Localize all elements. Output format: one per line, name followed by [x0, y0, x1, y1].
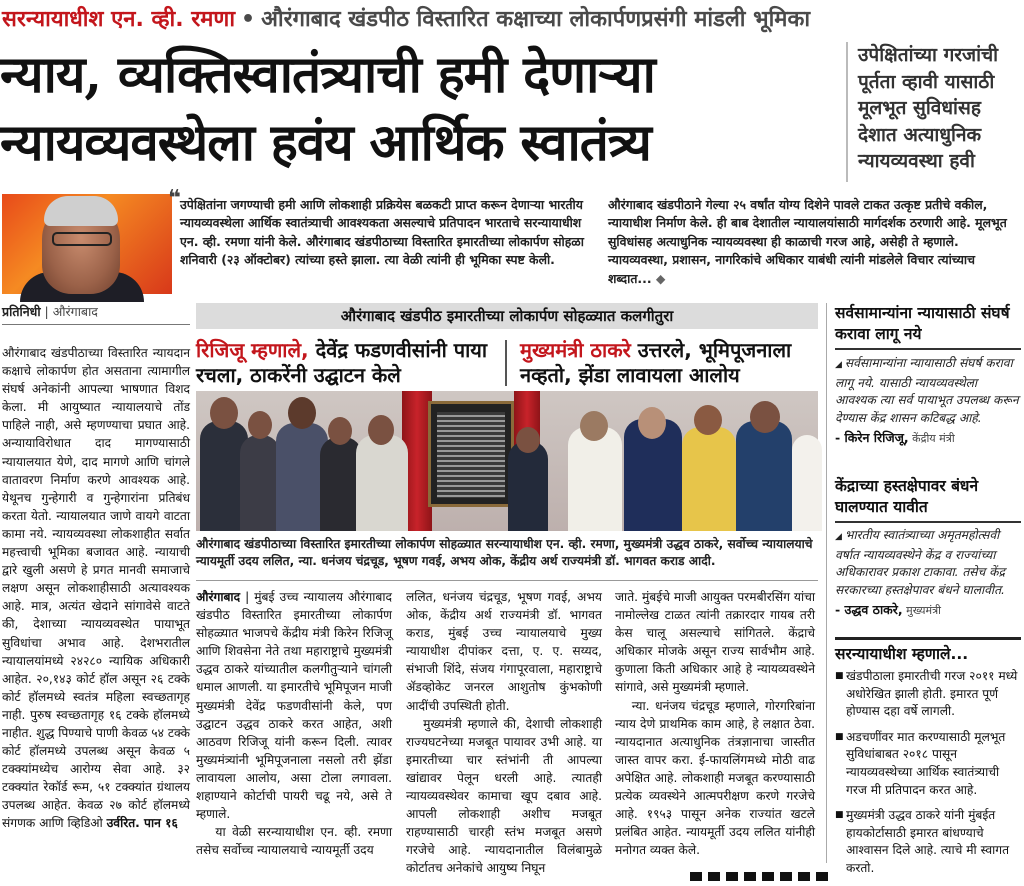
left-column	[2, 344, 190, 866]
triangle-icon: ◢	[835, 532, 842, 542]
caption-divider	[196, 580, 818, 581]
sidebar-box-1-role: केंद्रीय मंत्री	[908, 432, 955, 446]
body-column-1: औरंगाबाद | मुंबई उच्च न्यायालय औरंगाबाद खंडपीठ विस्तारित इमारतीच्या लोकार्पण सोहळ्यात भाजपचे केंद्रीय मंत्री किरेन रिजिजू आणि शिवसेना नेते तथा महाराष्ट्राचे मुख्यमंत्री उद्धव ठाकरे यांच्यातील कलगीतुऱ्याने चांगली धमाल आणली. या इमारतीचे भूमिपूजन माजी मुख्यमंत्री देवेंद्र फडणवीसांनी केले, पण उद्घाटन उद्धव ठाकरे करत आहेत, अशी आठवण रिजिजू यांनी करून दिली. त्यावर मुख्यमंत्र्यांनी भूमिपूजनाला नसलो तरी झेंडा लावायला आलोय, असा टोला लगावला. शहाण्याने कोर्टाची पायरी चढू नये, असे ते म्हणाले. या वेळी सरन्यायाधीश एन. व्ही. रमणा तसेच सर्वोच्च न्यायालयाचे न्यायमूर्ती उदय	[196, 590, 393, 858]
continued-link[interactable]: उर्वरित. पान १६	[106, 816, 178, 831]
body-column-2	[406, 588, 603, 876]
intro-paragraph-2-text: औरंगाबाद खंडपीठाने गेल्या २५ वर्षांत योग्य दिशेने पावले टाकत उत्कृष्ट प्रतीचे वकील, न्यायाधीश निर्माण केले. ही बाब देशातील न्यायालयांसाठी मार्गदर्शक ठरणारी आहे. मूलभूत सुविधांसह अत्याधुनिक न्यायव्यवस्था ही काळाची गरज आहे, असेही ते म्हणाले. न्यायव्यवस्था, प्रशासन, नागरिकांचे अधिकार याबंधी त्यांनी मांडलेले विचार त्यांच्याच शब्दात...	[608, 197, 1007, 286]
sub-headline-left	[196, 338, 496, 388]
intro-paragraph-2	[608, 196, 1018, 288]
byline-role: प्रतिनिधी	[2, 304, 41, 319]
body-column-3-text: जाते. मुंबईचे माजी आयुक्त परमबीरसिंग यांचा नामोल्लेख टाळत त्यांनी तक्रारदार गायब तरी केस चालू असल्याचे सांगितले. केंद्राचे अधिकार मोजके असून राज्य सार्वभौम आहे. कुणाला किती अधिकार आहे हे न्यायव्यवस्थेने सांगावे, असे मुख्यमंत्री म्हणाले.	[615, 590, 815, 695]
inauguration-plaque	[428, 401, 514, 507]
dateline: औरंगाबाद	[196, 590, 241, 604]
sidebar-box-1-text: सर्वसामान्यांना न्यायासाठी संघर्ष करावा लागू नये. यासाठी न्यायव्यवस्थेला आवश्यक त्या सर्व पायाभूत उपलब्ध करून देण्यास केंद्र शासन कटिबद्ध आहे.	[835, 356, 1019, 425]
section-banner: औरंगाबाद खंडपीठ इमारतीच्या लोकार्पण सोहळ्यात कलगीतुरा	[196, 303, 818, 329]
byline	[2, 303, 190, 325]
list-item: ■ खंडपीठाला इमारतीची गरज २०११ मध्ये अधोरेखित झाली होती. इमारत पूर्ण होण्यास दहा वर्षे लागली.	[835, 668, 1021, 721]
sidebar-box-2-author: - उद्धव ठाकरे,	[835, 602, 903, 618]
sidebar-box-2-role: मुख्यमंत्री	[902, 604, 942, 618]
sidebar-box-rijiju	[835, 303, 1021, 446]
headline-line-2: न्यायव्यवस्थेला हवंय आर्थिक स्वातंत्र्य	[0, 113, 651, 173]
quote-icon: ❝	[168, 186, 181, 211]
sidebar-box-thackeray	[835, 476, 1021, 618]
byline-place: औरंगाबाद	[52, 304, 98, 319]
intro-paragraph-1-text: उपेक्षितांना जगण्याची हमी आणि लोकशाही प्रक्रियेस बळकटी प्राप्त करून देणाऱ्या भारतीय न्यायव्यवस्थेला आर्थिक स्वातंत्र्याची आवश्यकता असल्याचे प्रतिपादन भारताचे सरन्यायाधीश एन. व्ही. रमणा यांनी केले. औरंगाबाद खंडपीठाच्या विस्तारित इमारतीच्या लोकार्पण सोहळा शनिवारी (२३ ऑक्टोबर) त्यांच्या हस्ते झाला. त्या वेळी त्यांनी ही भूमिका स्पष्ट केली.	[180, 197, 584, 268]
body-column-3	[615, 588, 815, 864]
end-mark-icon: ◆	[655, 270, 666, 286]
sidebar-box-1-head: सर्वसामान्यांना न्यायासाठी संघर्ष करावा लागू नये	[835, 303, 1021, 350]
body-column-3-tail: न्या. धनंजय चंद्रचूड म्हणाले, गोरगरिबांना न्याय देणे प्राथमिक काम आहे, हे लक्षात ठेवा. न्यायदानात अत्याधुनिक तंत्रज्ञानाचा जास्तीत जास्त वापर करा. ई-फायलिंगमध्ये मोठी वाढ अपेक्षित आहे. लोकशाही मजबूत करण्यासाठी प्रत्येक व्यवस्थेने आत्मपरीक्षण करणे गरजेचे आहे. १९५३ पासून अनेक राज्यांत खटले प्रलंबित आहेत. न्यायमूर्ती उदय ललित यांनीही मनोगत व्यक्त केले.	[615, 698, 815, 858]
right-sidebar	[826, 303, 1022, 875]
body-column-1-text: मुंबई उच्च न्यायालय औरंगाबाद खंडपीठ विस्तारित इमारतीच्या लोकार्पण सोहळ्यात भाजपचे केंद्रीय मंत्री किरेन रिजिजू आणि शिवसेना नेते तथा महाराष्ट्राचे मुख्यमंत्री उद्धव ठाकरे यांच्यातील कलगीतुऱ्याने चांगली धमाल आणली. या इमारतीचे भूमिपूजन माजी मुख्यमंत्री देवेंद्र फडणवीसांनी केले, पण उद्घाटन उद्धव ठाकरे करत आहेत, अशी आठवण रिजिजू यांनी करून दिली. त्यावर मुख्यमंत्र्यांनी भूमिपूजनाला नसलो तरी झेंडा लावायला आलोय, असा टोला लगावला. शहाण्याने कोर्टाची पायरी चढू नये, असे ते म्हणाले.	[196, 590, 393, 822]
body-column-2-text: ललित, धनंजय चंद्रचूड, भूषण गवई, अभय ओक, केंद्रीय अर्थ राज्यमंत्री डॉ. भागवत कराड, मुंबई उच्च न्यायालयाचे मुख्य न्यायाधीश दीपांकर दत्ता, ए. ए. सय्यद, संभाजी शिंदे, संजय गंगापूरवाला, महाराष्ट्राचे ॲडव्होकेट जनरल आशुतोष कुंभकोणी आदींची उपस्थिती होती.	[406, 590, 602, 713]
photo-caption: औरंगाबाद खंडपीठाच्या विस्तारित इमारतीच्या लोकार्पण सोहळ्यात सरन्यायाधीश एन. व्ही. रमणा, मुख्यमंत्री उद्धव ठाकरे, सर्वोच्च न्यायालयाचे न्यायमूर्ती उदय ललित, न्या. धनंजय चंद्रचूड, भूषण गवई, अभय ओक, केंद्रीय अर्थ राज्यमंत्री डॉ. भागवत कराड आदी.	[196, 537, 813, 568]
headline-divider	[505, 340, 507, 386]
top-strip-kicker: सरन्यायाधीश एन. व्ही. रमणा	[2, 7, 236, 32]
byline-separator: |	[40, 304, 53, 319]
top-strip	[0, 0, 1024, 40]
list-item: ■ अडचणींवर मात करण्यासाठी मूलभूत सुविधांबाबत २०१८ पासून न्यायव्यवस्थेच्या आर्थिक स्वातंत्र्याची गरज मी प्रतिपादन करत आहे.	[835, 729, 1021, 799]
list-item: ■ मुख्यमंत्री उद्धव ठाकरे यांनी मुंबईत हायकोर्टासाठी इमारत बांधण्याचे आश्वासन दिले आहे. त्याचे मी स्वागत करतो.	[835, 807, 1021, 877]
top-strip-separator: •	[241, 7, 256, 32]
sidebar-box-1-author: - किरेन रिजिजू,	[835, 430, 909, 446]
body-column-2-tail: मुख्यमंत्री म्हणाले की, देशाची लोकशाही राज्यघटनेच्या मजबूत पायावर उभी आहे. या इमारतीच्या चार स्तंभांनी ती आपल्या खांद्यावर पेलून धरली आहे. त्यातही न्यायव्यवस्थेवर कामाचा खूप दबाव आहे. आपली लोकशाही अशीच मजबूत राहण्यासाठी चारही स्तंभ मजबूत असणे गरजेचे आहे. न्यायदानातील विलंबामुळे कोर्टातच अनेकांचे आयुष्य निघून	[406, 716, 603, 876]
top-strip-text: औरंगाबाद खंडपीठ विस्तारित कक्षाच्या लोकार्पणप्रसंगी मांडली भूमिका	[261, 7, 811, 32]
triangle-icon: ◢	[835, 360, 842, 370]
sub-headline: उपेक्षितांच्या गरजांची पूर्तता व्हावी यासाठी मूलभूत सुविधांसह देशात अत्याधुनिक न्यायव्यवस्था हवी	[846, 42, 1022, 182]
sub-headline-right	[520, 338, 820, 388]
sidebar-box-3-head: सरन्यायाधीश म्हणाले...	[835, 645, 969, 663]
chief-justice-portrait	[2, 194, 172, 294]
next-article-cutoff	[0, 868, 1024, 881]
body-column-1-tail: या वेळी सरन्यायाधीश एन. व्ही. रमणा तसेच सर्वोच्च न्यायालयाचे न्यायमूर्ती उदय	[196, 825, 393, 858]
ceremony-photo	[196, 391, 818, 531]
sub-headline-left-rest: देवेंद्र फडणवीसांनी पाया रचला, ठाकरेंनी उद्घाटन केले	[196, 338, 488, 387]
sidebar-box-2-head: केंद्राच्या हस्तक्षेपावर बंधने घालण्यात यावीत	[835, 476, 1021, 523]
sidebar-box-2-text: भारतीय स्वातंत्र्याच्या अमृतमहोत्सवी वर्षात न्यायव्यवस्थेने केंद्र व राज्यांच्या अधिकारावर प्रकाश टाकावा. तसेच केंद्र सरकारच्या हस्तक्षेपावर बंधने घालावीत.	[835, 528, 1005, 597]
sidebar-box-chief-justice	[835, 637, 1021, 886]
sub-headline-left-red: रिजिजू म्हणाले,	[196, 338, 309, 362]
intro-paragraph-1	[168, 186, 588, 270]
left-column-text: औरंगाबाद खंडपीठाच्या विस्तारित न्यायदान कक्षाचे लोकार्पण होत असताना त्यामागील संघर्ष अनेकांनी आपल्या भाषणात विशद केला. मी आयुष्यात न्यायालयाचे तोंड पाहिले नाही, असे म्हणण्याचा प्रघात आहे. अन्यायाविरोधात दाद मागण्यासाठी न्यायालयात येणे, दाद मागणे आणि चांगले वातावरण निर्माण करणे आवश्यक आहे. येथूनच गुन्हेगारी व गुन्हेगारांना प्रतिबंध करता येतो. न्यायालयात जाणे वायगे वाटता कामा नये. न्यायव्यवस्था लोकशाहीत सर्वात महत्त्वाची भूमिका बजावत आहे. न्यायाची द्वारे खुली असणे हे प्रगत मानवी समाजाचे लक्षण असून लोकशाहीसाठी अत्यावश्यक आहे. मात्र, अत्यंत खेदाने सांगावेसे वाटते की, देशाच्या न्यायव्यवस्थेत पायाभूत सुविधांचा अभाव आहे. देशभरातील न्यायालयांमध्ये २४२८० न्यायिक अधिकारी आहेत. २०,१४३ कोर्ट हॉल असून २६ टक्के कोर्ट हॉलमध्ये स्वतंत्र महिला स्वच्छतागृह नाही. पुरुष स्वच्छतागृह १६ टक्के हॉलमध्ये नाहीत. शुद्ध पिण्याचे पाणी केवळ ५४ टक्के कोर्ट हॉलमध्ये उपलब्ध असून केवळ ५ टक्क्यांमध्येच आरोग्य सेवा आहे. ३२ टक्क्यांत रेकॉर्ड रूम, ५१ टक्क्यांत ग्रंथालय उपलब्ध आहेत. केवळ २७ कोर्ट हॉलमध्ये संगणक आणि व्हिडिओ	[2, 346, 190, 831]
sub-headline-right-rest: उत्तरले, भूमिपूजनाला नव्हतो, झेंडा लावायला आलोय	[520, 338, 792, 387]
sub-headline-right-red: मुख्यमंत्री ठाकरे	[520, 338, 631, 362]
headline-line-1: न्याय, व्यक्तिस्वातंत्र्याची हमी देणाऱ्या	[0, 45, 655, 105]
